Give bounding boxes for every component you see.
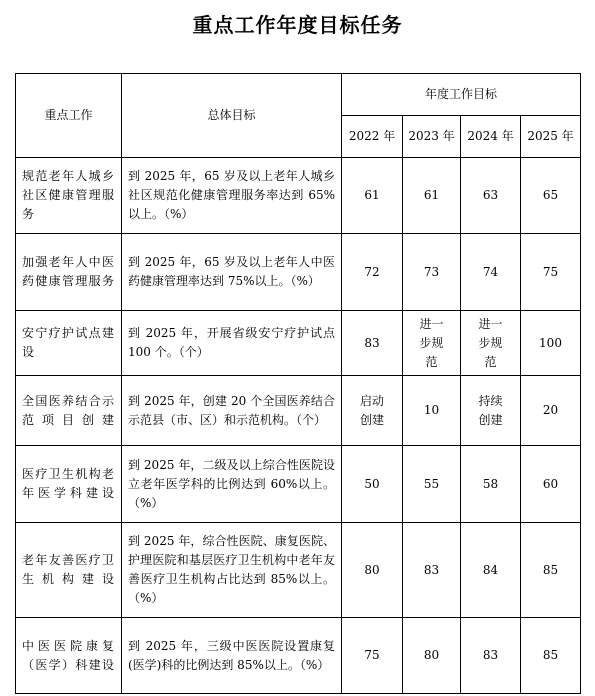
page-title: 重点工作年度目标任务 [192, 13, 403, 37]
value-2025: 20 [521, 376, 581, 446]
value-2025: 85 [521, 618, 581, 694]
value-2022: 72 [342, 234, 403, 311]
value-2024: 63 [461, 158, 521, 234]
goal-cell: 到 2025 年，三级中医医院设置康复(医学)科的比例达到 85%以上。（%） [122, 618, 342, 694]
work-cell: 中医医院康复（医学）科建设 [16, 618, 122, 694]
table-row [16, 523, 581, 618]
value-2024 [461, 311, 521, 376]
value-2022 [342, 376, 403, 446]
table-row [16, 158, 581, 234]
header-year-2025: 2025 年 [521, 116, 581, 158]
value-2022: 83 [342, 311, 403, 376]
goal-cell: 到 2025 年，二级及以上综合性医院设立老年医学科的比例达到 60%以上。（%） [122, 446, 342, 523]
value-text: 进一步规范 [419, 316, 444, 369]
table-row [16, 234, 581, 311]
value-2025: 60 [521, 446, 581, 523]
value-2023: 80 [403, 618, 461, 694]
goal-cell: 到 2025 年，65 岁及以上老年人城乡社区规范化健康管理服务率达到 65%以上。（%） [122, 158, 342, 234]
goal-cell: 到 2025 年，创建 20 个全国医养结合示范县（市、区）和示范机构。（个） [122, 376, 342, 446]
header-goal: 总体目标 [122, 74, 342, 158]
table-row [16, 311, 581, 376]
header-year-2022: 2022 年 [342, 116, 403, 158]
value-2025: 85 [521, 523, 581, 618]
header-work: 重点工作 [16, 74, 122, 158]
value-text: 进一步规范 [478, 316, 503, 369]
value-2023: 73 [403, 234, 461, 311]
value-text: 持续创建 [478, 393, 503, 427]
table-row [16, 376, 581, 446]
value-2022: 80 [342, 523, 403, 618]
work-cell: 医疗卫生机构老年医学科建设 [16, 446, 122, 523]
header-year-2023: 2023 年 [403, 116, 461, 158]
header-annual: 年度工作目标 [342, 74, 581, 116]
value-2022: 50 [342, 446, 403, 523]
value-2025: 75 [521, 234, 581, 311]
work-cell: 规范老年人城乡社区健康管理服务 [16, 158, 122, 234]
goal-cell: 到 2025 年，综合性医院、康复医院、护理医院和基层医疗卫生机构中老年友善医疗卫生机构占比达到 85%以上。（%） [122, 523, 342, 618]
value-2022: 61 [342, 158, 403, 234]
value-2024: 74 [461, 234, 521, 311]
value-2023: 55 [403, 446, 461, 523]
header-year-2024: 2024 年 [461, 116, 521, 158]
goal-cell: 到 2025 年，开展省级安宁疗护试点 100 个。（个） [122, 311, 342, 376]
value-2023: 10 [403, 376, 461, 446]
value-2023 [403, 311, 461, 376]
value-text: 启动创建 [360, 393, 385, 427]
value-2022: 75 [342, 618, 403, 694]
value-2023: 61 [403, 158, 461, 234]
value-2025: 100 [521, 311, 581, 376]
table-row [16, 446, 581, 523]
value-2024: 58 [461, 446, 521, 523]
value-2023: 83 [403, 523, 461, 618]
work-cell: 全国医养结合示范项目创建 [16, 376, 122, 446]
value-2024: 83 [461, 618, 521, 694]
work-cell: 加强老年人中医药健康管理服务 [16, 234, 122, 311]
value-2024 [461, 376, 521, 446]
work-cell: 老年友善医疗卫生机构建设 [16, 523, 122, 618]
value-2025: 65 [521, 158, 581, 234]
value-2024: 84 [461, 523, 521, 618]
targets-table [15, 73, 581, 694]
work-cell: 安宁疗护试点建设 [16, 311, 122, 376]
table-row [16, 618, 581, 694]
goal-cell: 到 2025 年，65 岁及以上老年人中医药健康管理率达到 75%以上。（%） [122, 234, 342, 311]
